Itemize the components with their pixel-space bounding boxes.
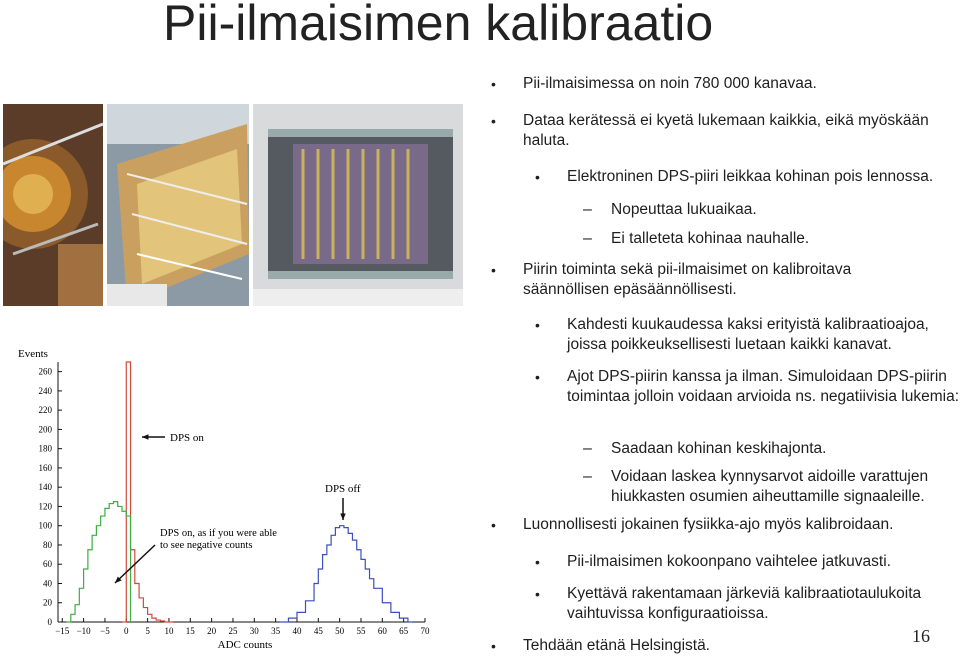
bullet-item [491, 515, 943, 535]
x-tick-label: 35 [271, 626, 281, 636]
bullet-dot-icon: • [535, 554, 540, 570]
bullet-text: Voidaan laskea kynnysarvot aidoille varattujen hiukkasten osumien aiheuttamille signaaleille. [611, 468, 929, 505]
y-tick-label: 200 [38, 424, 52, 435]
bullet-dot-icon: • [491, 76, 496, 92]
bullet-item [491, 260, 903, 300]
y-tick-label: 220 [38, 405, 52, 416]
bullet-text: Pii-ilmaisimen kokoonpano vaihtelee jatkuvasti. [567, 553, 891, 570]
bullet-item [583, 439, 951, 459]
bullet-text: Kahdesti kuukaudessa kaksi erityistä kalibraatioajoa, joissa poikkeuksellisesti luetaan kaikki kanavat. [567, 316, 929, 353]
x-tick-label: −5 [100, 626, 110, 636]
y-tick-label: 260 [38, 366, 52, 377]
bullet-text: Saadaan kohinan keskihajonta. [611, 440, 827, 457]
y-tick-label: 120 [38, 501, 52, 512]
bullet-item [535, 167, 957, 187]
y-tick-label: 80 [43, 539, 52, 550]
x-tick-label: −15 [55, 626, 70, 636]
bullet-dot-icon: • [491, 262, 496, 278]
y-tick-label: 160 [38, 462, 52, 473]
bullet-text: Ei talleteta kohinaa nauhalle. [611, 230, 810, 247]
bullet-item [583, 467, 956, 507]
dash-marker-icon: – [583, 468, 592, 485]
bullet-text: Luonnollisesti jokainen fysiikka-ajo myös kalibroidaan. [523, 516, 894, 533]
x-tick-label: 30 [249, 626, 259, 636]
x-tick-label: 20 [207, 626, 217, 636]
bullet-item [491, 111, 943, 151]
x-tick-label: 10 [164, 626, 174, 636]
dash-marker-icon: – [583, 230, 592, 247]
bullet-dot-icon: • [535, 369, 540, 385]
bullet-text: Pii-ilmaisimessa on noin 780 000 kanavaa. [523, 75, 817, 92]
x-tick-label: 65 [399, 626, 409, 636]
bullet-text: Tehdään etänä Helsingistä. [523, 637, 710, 654]
x-tick-label: 40 [292, 626, 302, 636]
bullet-item [583, 200, 951, 220]
y-tick-label: 40 [43, 578, 52, 589]
y-tick-label: 20 [43, 597, 52, 608]
x-tick-label: 70 [420, 626, 430, 636]
bullet-dot-icon: • [535, 586, 540, 602]
bullet-text: Piirin toiminta sekä pii-ilmaisimet on kalibroitava säännöllisen epäsäännöllisesti. [523, 261, 852, 298]
bullet-text: Elektroninen DPS-piiri leikkaa kohinan pois lennossa. [567, 168, 934, 185]
x-tick-label: 15 [185, 626, 195, 636]
x-tick-label: 60 [377, 626, 387, 636]
bullet-item [583, 229, 951, 249]
y-tick-label: 240 [38, 385, 52, 396]
dps-on-label: DPS on [170, 432, 204, 444]
y-axis-label: Events [18, 348, 48, 360]
x-tick-label: 50 [335, 626, 345, 636]
bullet-dot-icon: • [535, 169, 540, 185]
bullet-text: Nopeuttaa lukuaikaa. [611, 201, 757, 218]
bullet-dot-icon: • [535, 317, 540, 333]
bullet-item [535, 315, 957, 355]
y-tick-label: 140 [38, 482, 52, 493]
y-tick-label: 180 [38, 443, 52, 454]
bullet-text: Dataa kerätessä ei kyetä lukemaan kaikkia, eikä myöskään haluta. [523, 112, 929, 149]
dash-marker-icon: – [583, 201, 592, 218]
y-tick-label: 60 [43, 559, 52, 570]
bullet-item [535, 367, 960, 407]
dash-marker-icon: – [583, 440, 592, 457]
bullet-dot-icon: • [491, 517, 496, 533]
x-tick-label: 55 [356, 626, 366, 636]
dps-off-label: DPS off [325, 483, 361, 495]
negative-counts-label: DPS on, as if you were able to see negative counts [160, 528, 277, 551]
bullet-dot-icon: • [491, 113, 496, 129]
x-tick-label: 25 [228, 626, 238, 636]
x-tick-label: 45 [313, 626, 323, 636]
slide-title: Pii-ilmaisimen kalibraatio [163, 0, 714, 51]
bullet-item [535, 584, 960, 624]
x-tick-label: 0 [124, 626, 129, 636]
bullet-item [535, 552, 957, 572]
y-tick-label: 100 [38, 520, 52, 531]
page-number: 16 [912, 626, 930, 646]
bullet-dot-icon: • [491, 638, 496, 654]
bullet-item [491, 636, 923, 656]
y-tick-label: 0 [47, 617, 52, 627]
bullet-item [491, 74, 943, 94]
x-axis-label: ADC counts [217, 639, 273, 651]
bullet-text: Kyettävä rakentamaan järkeviä kalibraatiotaulukoita vaihtuvissa konfiguraatioissa. [567, 585, 922, 622]
x-tick-label: −10 [76, 626, 91, 636]
x-tick-label: 5 [145, 626, 150, 636]
bullet-text: Ajot DPS-piirin kanssa ja ilman. Simuloidaan DPS-piirin toimintaa jolloin voidaan arvioida ns. negatiivisia lukemia: [567, 368, 960, 405]
